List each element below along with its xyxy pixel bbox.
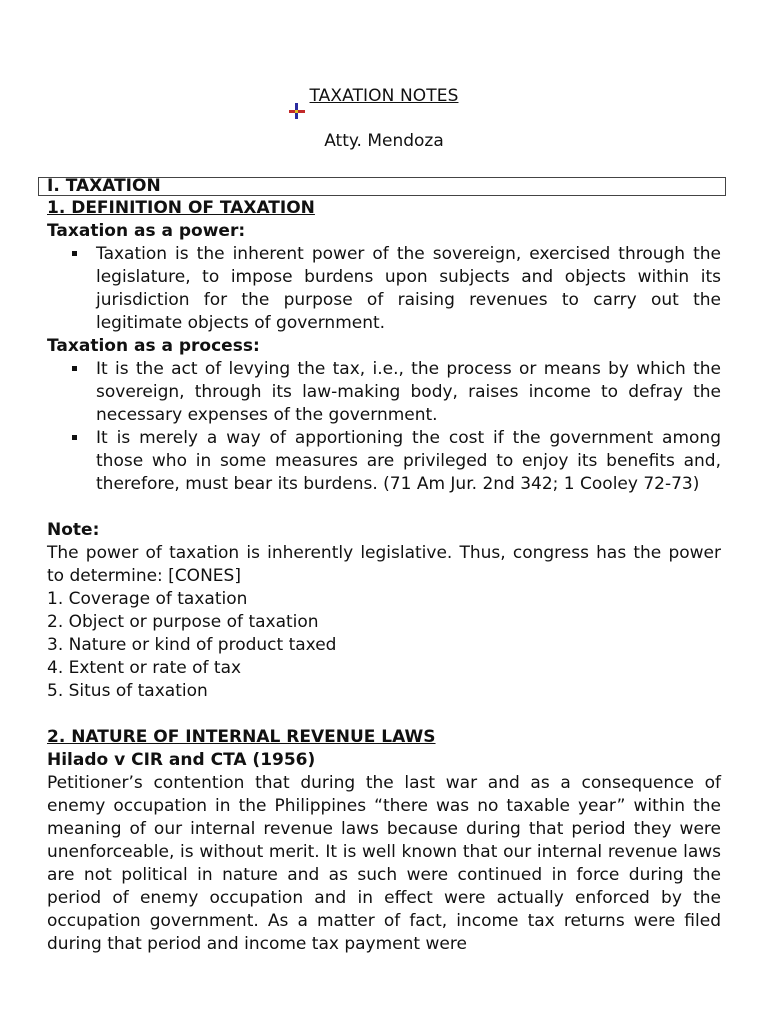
document-body: [47, 197, 721, 956]
list-item: It is merely a way of apportioning the cost if the government among those who in some measures are privileged to enjoy its benefits and, therefore, must bear its burdens. (71 Am Jur. 2nd 342; 1 Cooley 72-73): [96, 428, 721, 494]
case-text: Petitioner’s contention that during the last war and as a consequence of enemy occupation in the Philippines “there was no taxable year” within the meaning of our internal revenue laws because during that period they were unenforceable, is without merit. It is well known that our internal revenue laws are not political in nature and as such were continued in force during the period of enemy occupation and in effect were actually enforced by the occupation government. As a matter of fact, income tax returns were filed during that period and income tax payment were: [47, 773, 721, 954]
note-label: Note:: [47, 520, 100, 540]
list-item: It is the act of levying the tax, i.e., the process or means by which the sovereign, through its law-making body, raises income to defray the necessary expenses of the government.: [96, 359, 721, 425]
list-item: 5. Situs of taxation: [47, 681, 208, 701]
section-heading-box: I. TAXATION: [38, 177, 726, 196]
list-item: 1. Coverage of taxation: [47, 589, 248, 609]
subheading-process: Taxation as a process:: [47, 336, 260, 356]
list-item: 4. Extent or rate of tax: [47, 658, 242, 678]
heading-nature: 2. NATURE OF INTERNAL REVENUE LAWS: [47, 727, 436, 747]
list-item: Taxation is the inherent power of the sovereign, exercised through the legislature, to impose burdens upon subjects and objects within its jurisdiction for the purpose of raising revenues to carry out the legitimate objects of government.: [96, 244, 721, 333]
note-text: The power of taxation is inherently legislative. Thus, congress has the power to determine: [CONES]: [47, 543, 721, 586]
document-author: Atty. Mendoza: [324, 131, 444, 151]
subheading-power: Taxation as a power:: [47, 221, 246, 241]
list-item: 3. Nature or kind of product taxed: [47, 635, 337, 655]
list-item: 2. Object or purpose of taxation: [47, 612, 319, 632]
document-title: TAXATION NOTES: [309, 86, 459, 106]
case-title: Hilado v CIR and CTA (1956): [47, 750, 316, 770]
power-bullet-list: [47, 243, 721, 335]
heading-definition: 1. DEFINITION OF TAXATION: [47, 198, 315, 218]
process-bullet-list: [47, 358, 721, 496]
